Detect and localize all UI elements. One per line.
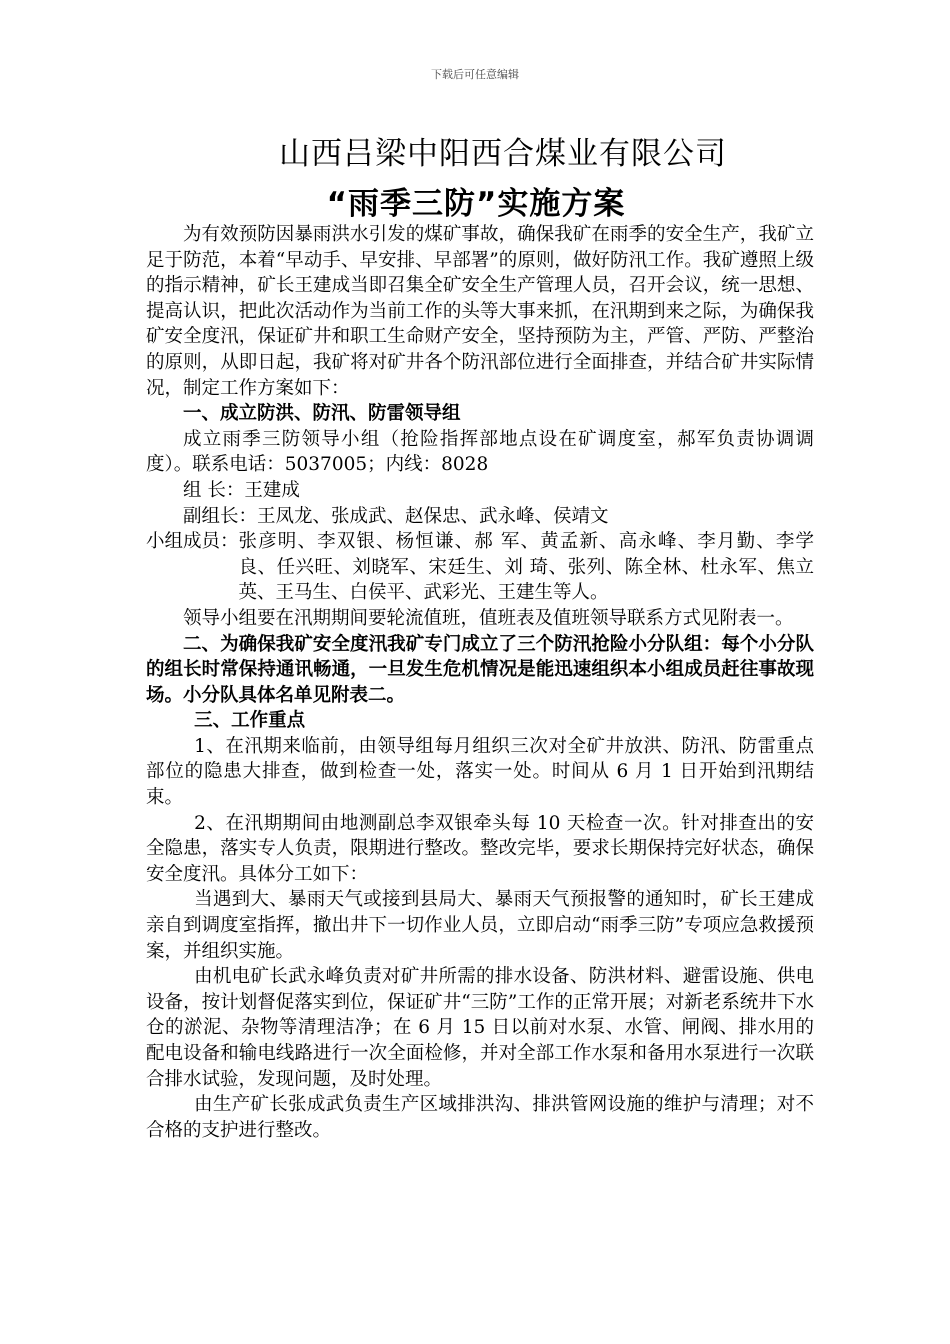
emergency-paragraph: 当遇到大、暴雨天气或接到县局大、暴雨天气预报警的通知时，矿长王建成亲自到调度室指挥，撤出井下一切作业人员，立即启动“雨季三防”专项应急救援预案，并组织实施。 <box>146 889 814 962</box>
document-title-company: 山西吕梁中阳西合煤业有限公司 <box>279 136 727 172</box>
document-title-plan: “雨季三防”实施方案 <box>326 186 626 222</box>
duty-note: 领导小组要在汛期期间要轮流值班，值班表及值班领导联系方式见附表一。 <box>183 607 794 629</box>
deputy-leaders: 副组长：王凤龙、张成武、赵保忠、武永峰、侯靖文 <box>183 505 609 527</box>
group-members <box>146 529 814 606</box>
page-header-note: 下载后可任意编辑 <box>431 68 519 81</box>
work-item-1: 1、在汛期来临前，由领导组每月组织三次对全矿井放洪、防汛、防雷重点部位的隐患大排查，做到检查一处，落实一处。时间从 6 月 1 日开始到汛期结束。 <box>146 735 814 809</box>
group-leader: 组 长：王建成 <box>183 479 300 501</box>
production-paragraph: 由生产矿长张成武负责生产区域排洪沟、排洪管网设施的维护与清理；对不合格的支护进行整改。 <box>146 1094 814 1141</box>
section3-heading: 三、工作重点 <box>194 710 306 732</box>
work-item-2: 2、在汛期期间由地测副总李双银牵头每 10 天检查一次。针对排查出的安全隐患，落实专人负责，限期进行整改。整改完毕，要求长期保持完好状态，确保安全度汛。具体分工如下： <box>146 812 814 885</box>
section2-paragraph: 二、为确保我矿安全度汛我矿专门成立了三个防汛抢险小分队组：每个小分队的组长时常保持通讯畅通，一旦发生危机情况是能迅速组织本小组成员赶往事故现场。小分队具体名单见附表二。 <box>146 633 814 706</box>
group-members-list: 张彦明、李双银、杨恒谦、郝 军、黄孟新、高永峰、李月勤、李学良、任兴旺、刘晓军、宋廷生、刘 琦、张列、陈全林、杜永军、焦立英、王马生、白侯平、武彩光、王建生等人。 <box>238 531 814 604</box>
document-body <box>146 222 814 1143</box>
section1-paragraph: 成立雨季三防领导小组（抢险指挥部地点设在矿调度室，郝军负责协调调度）。联系电话：5037005；内线：8028 <box>146 428 814 476</box>
mechanical-paragraph: 由机电矿长武永峰负责对矿井所需的排水设备、防洪材料、避雷设施、供电设备，按计划督促落实到位，保证矿井“三防”工作的正常开展；对新老系统井下水仓的淤泥、杂物等清理洁净；在 6 月 15 日以前对水泵、水管、闸阀、排水用的配电设备和输电线路进行一次全面检修，并对全部工作水泵和备用水泵进行一次联合排水试验，发现问题，及时处理。 <box>146 966 814 1090</box>
group-members-label: 小组成员： <box>146 531 239 553</box>
intro-paragraph: 为有效预防因暴雨洪水引发的煤矿事故，确保我矿在雨季的安全生产，我矿立足于防范，本着“早动手、早安排、早部署”的原则，做好防汛工作。我矿遵照上级的指示精神，矿长王建成当即召集全矿安全生产管理人员，召开会议，统一思想、提高认识，把此次活动作为当前工作的头等大事来抓，在汛期到来之际，为确保我矿安全度汛，保证矿井和职工生命财产安全，坚持预防为主，严管、严防、严整治的原则，从即日起，我矿将对矿井各个防汛部位进行全面排查，并结合矿井实际情况，制定工作方案如下： <box>146 224 814 399</box>
section1-heading: 一、成立防洪、防汛、防雷领导组 <box>183 403 461 425</box>
